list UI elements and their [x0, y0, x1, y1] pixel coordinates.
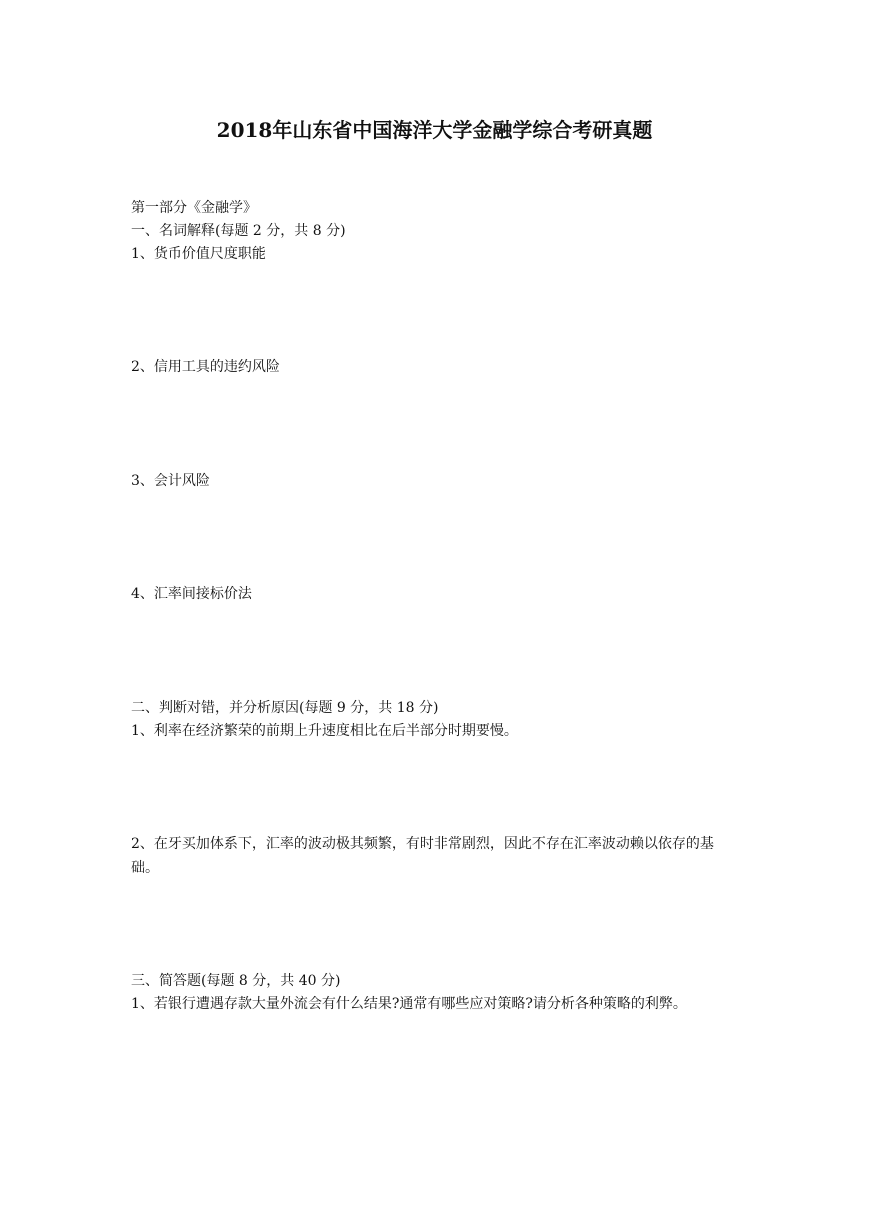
question-item: 3、会计风险: [131, 473, 210, 489]
question-item: 1、利率在经济繁荣的前期上升速度相比在后半部分时期要慢。: [131, 723, 518, 739]
question-item: 1、若银行遭遇存款大量外流会有什么结果?通常有哪些应对策略?请分析各种策略的利弊。: [131, 996, 687, 1012]
question-item: 2、在牙买加体系下，汇率的波动极其频繁，有时非常剧烈，因此不存在汇率波动赖以依存的基础。: [131, 836, 714, 876]
part-heading: 第一部分《金融学》: [131, 200, 257, 216]
section-heading-2: 二、判断对错，并分析原因(每题 9 分，共 18 分): [131, 700, 439, 716]
question-item: 1、货币价值尺度职能: [131, 246, 266, 262]
section-heading-3: 三、简答题(每题 8 分，共 40 分): [131, 973, 341, 989]
question-item: 4、汇率间接标价法: [131, 586, 252, 602]
question-item: 2、信用工具的违约风险: [131, 359, 280, 375]
section-heading-1: 一、名词解释(每题 2 分，共 8 分): [131, 223, 346, 239]
page-title: 2018年山东省中国海洋大学金融学综合考研真题: [216, 118, 653, 142]
